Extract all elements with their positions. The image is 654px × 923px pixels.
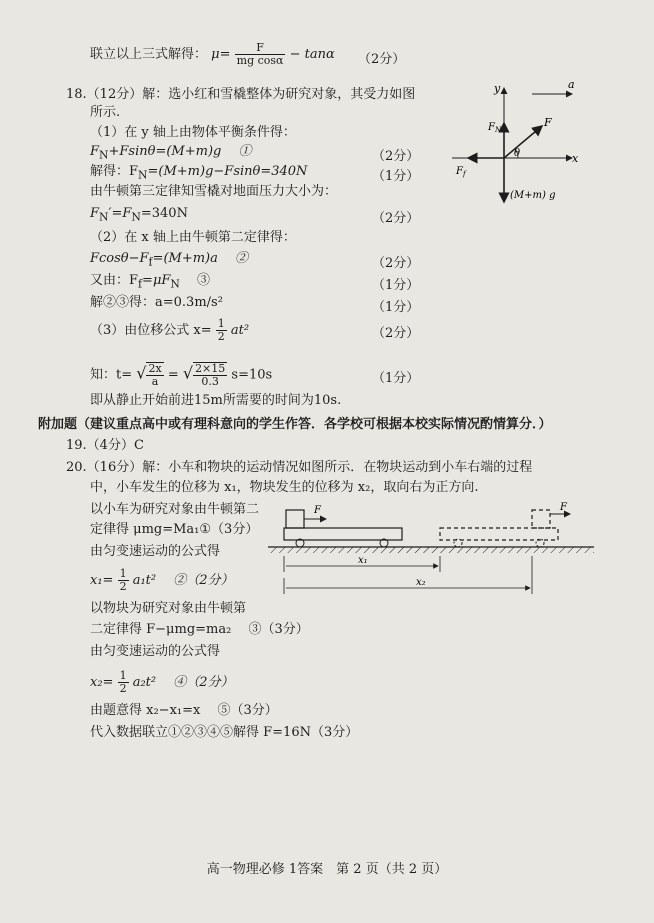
x2-label: x₂: [416, 577, 426, 588]
q18-conclusion: 即从静止开始前进15m所需要的时间为10s.: [90, 393, 342, 408]
q18-eq3: 又由：$F_f=\mu F_N$ ③: [90, 273, 211, 291]
page-footer: 高一物理必修 1答案 第 2 页（共 2 页）: [206, 862, 448, 877]
q19-answer: 19.（4分）C: [66, 438, 144, 453]
q18-step3-score: （2分）: [372, 326, 420, 341]
q18-step2: （2）在 x 轴上由牛顿第二定律得：: [90, 230, 296, 245]
pull-force-label: F: [544, 116, 552, 129]
q20-l10: 代入数据联立①②③④⑤解得 F=16N（3分）: [90, 725, 359, 740]
q20-heading-cont: 中，小车发生的位移为 x₁，物块发生的位移为 x₂，取向右为正方向.: [90, 480, 479, 495]
top-result-line: 联立以上三式解得： μ= $\frac{F}{\text{mg cosα}}$ − tanα: [90, 41, 335, 67]
q18-step1: （1）在 y 轴上由物体平衡条件得：: [90, 125, 296, 140]
mu-fraction: $\frac{F}{\text{mg cosα}}$: [236, 41, 284, 67]
free-body-diagram: [440, 78, 600, 213]
block-final: [532, 510, 550, 528]
cart-final: [440, 528, 558, 540]
q18-time-score: （1分）: [372, 371, 420, 386]
q18-heading-cont: 所示.: [90, 105, 121, 120]
x1-label: x₁: [358, 555, 368, 566]
ground-hatch: [268, 547, 594, 553]
gravity-label: (M+m) g: [510, 190, 556, 201]
friction-label: $F_f$: [456, 166, 466, 178]
extra-section: 附加题（建议重点高中或有理科意向的学生作答．各学校可根据本校实际情况酌情算分．）: [38, 417, 552, 432]
top-score: （2分）: [358, 52, 406, 67]
force-label-initial: F: [314, 505, 321, 516]
q18-eq2: $Fcos\theta-F_f=(M+m)a$ ②: [90, 251, 249, 269]
cart-initial: [284, 528, 402, 540]
force-label-final: F: [560, 502, 567, 513]
q18-heading: 18.（12分）解：选小红和雪橇整体为研究对象，其受力如图: [66, 87, 416, 102]
x-axis-label: x: [572, 152, 579, 165]
q18-eq2-score: （2分）: [372, 256, 420, 271]
q20-l1: 以小车为研究对象由牛顿第二: [90, 502, 260, 517]
q20-l5: 以物块为研究对象由牛顿第: [90, 601, 247, 616]
q18-eq3-score: （1分）: [372, 278, 420, 293]
q18-eq1: $F_N+Fsin\theta=(M+m)g$ ①: [90, 144, 252, 162]
q20-l6: 二定律得 F−μmg=ma₂ ③（3分）: [90, 622, 309, 637]
q20-l2: 定律得 μmg=Ma₁①（3分）: [90, 522, 259, 537]
q18-step3: （3）由位移公式 x= $\frac{1}{2}$ at²: [90, 317, 250, 343]
normal-force-label: $F_N$: [488, 122, 502, 134]
q20-l7: 由匀变速运动的公式得: [90, 644, 221, 659]
q18-time: 知：t= √ $\frac{2x}{a}$ = √ $\frac{2\times 15}{0.3}$ s=10s: [90, 362, 273, 388]
q18-pressure: $F_N'=F_N=340N$: [90, 206, 188, 224]
q18-accel-score: （1分）: [372, 300, 420, 315]
acceleration-label: a: [568, 78, 575, 91]
q18-eq1-solve: 解得：$F_N=(M+m)g-Fsin\theta=340N$: [90, 164, 308, 182]
q18-third-law: 由牛顿第三定律知雪橇对地面压力大小为：: [90, 184, 338, 199]
pull-force-arrow: [504, 126, 542, 158]
q20-l8: x₂= $\frac{1}{2}$ a₂t² ④（2分）: [90, 669, 234, 695]
q20-l4: x₁= $\frac{1}{2}$ a₁t² ②（2分）: [90, 567, 234, 593]
q18-eq1-solve-score: （1分）: [372, 169, 420, 184]
q20-l9: 由题意得 x₂−x₁=x ⑤（3分）: [90, 703, 278, 718]
y-axis-label: y: [494, 82, 501, 95]
theta-label: θ: [514, 148, 521, 159]
q20-l3: 由匀变速运动的公式得: [90, 544, 221, 559]
q18-eq1-score: （2分）: [372, 149, 420, 164]
q18-accel: 解②③得：a=0.3m/s²: [90, 295, 223, 310]
q20-heading: 20.（16分）解：小车和物块的运动情况如图所示．在物块运动到小车右端的过程: [66, 460, 533, 475]
block-initial: [286, 510, 304, 528]
q18-pressure-score: （2分）: [372, 211, 420, 226]
cart-motion-diagram: [264, 500, 600, 604]
